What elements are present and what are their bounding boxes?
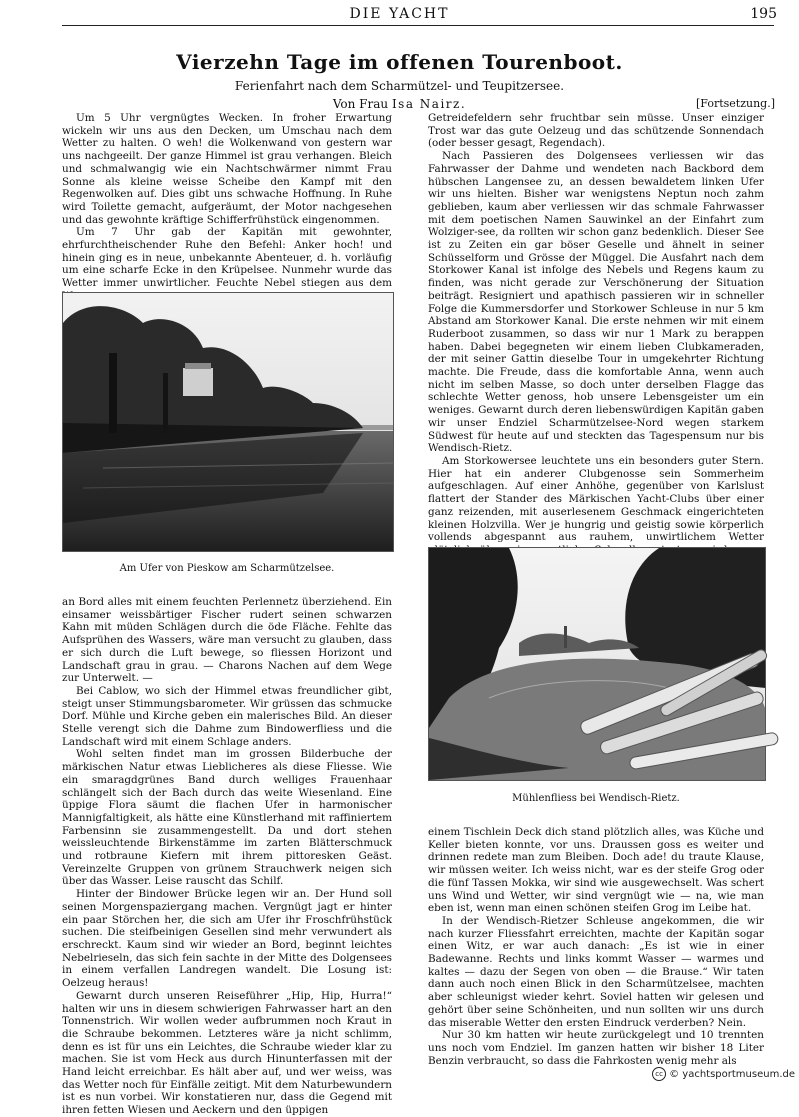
paragraph: Hinter der Bindower Brücke legen wir an. Der Hund soll seinen Morgenspaziergang machen. Vergnügt jagt er hinter ein paar Störchen her, die sich am Ufer ihr Froschfrühstück suchen. Die steifbeinigen Gesellen sind mehr verwundert als erschreckt. Kaum sind wir wieder an Bord, beginnt leichtes Nebelrieseln, das sich fein sachte in der Mitte des Dolgensees in einem verfallen Landregen wandelt. Die Losung ist: Oelzeug heraus! [62, 888, 392, 990]
header-rule [62, 25, 774, 26]
photo-muehlenfliess-image [429, 548, 765, 780]
left-figure-caption: Am Ufer von Pieskow am Scharmützelsee. [119, 563, 335, 574]
paragraph: Am Storkowersee leuchtete uns ein besonders guter Stern. Hier hat ein anderer Clubgenosse sein Sommerheim aufgeschlagen. Auf einer Anhöhe, gegenüber von Karlslust flattert der Stander des Märkischen Yacht-Clubs über einer ganz reizenden, mit auserlesenem Geschmack eingerichteten kleinen Holzvilla. Wer je hungrig und geistig sowie körperlich vollends abgespannt aus rauhem, unwirtlichem Wetter [428, 454, 764, 544]
left-column-top [62, 112, 392, 290]
paragraph: Nach Passieren des Dolgensees verliessen wir das Fahrwasser der Dahme und wendeten nach Backbord dem hübschen Langensee zu, an dessen bewaldetem linken Ufer wir uns hielten. Bisher war wenigstens Neptun noch zahm geblieben, kaum aber verliessen wir das schmale Fahrwasser mit dem poetischen Namen Sauwinkel an der Einfahrt zum Wolziger-see, da rollten wir schon ganz bedenklich. Dieser See ist zu Zeiten ein gar böser Geselle und ähnelt in seiner Schüsselform und Grösse der Müggel. Die Ausfahrt nach dem Storkower Kanal ist infolge des Nebels und Regens kaum zu finden, was nicht gerade zur Verschönerung der Situation beiträgt. Resigniert und apathisch passieren wir in schneller Folge die Kummersdorfer und Storkower Schleuse in nur 5 km Abstand am Storkower Kanal. Die erste nehmen wir mit einem Ruderboot zusammen, so dass wir nur 1 Mark zu berappen haben. Dabei begegneten wir einem lieben Clubkameraden, der mit seiner Gattin dieselbe Tour in umgekehrter Richtung machte. Die Freude, dass die komfortable Anna, wenn auch nicht im selben Masse, so doch unter derselben Flagge das schlechte Wetter genoss, hob unsere Lebensgeister um ein weniges. Gewarnt durch deren liebenswürdigen Kapitän gaben wir unser Endziel Scharmützelsee-Nord wegen starkem Südwest für heute auf und steckten das Tagespensum nur bis Wendisch-Rietz. [428, 150, 764, 455]
running-header-journal: DIE YACHT [349, 6, 450, 22]
paragraph: In der Wendisch-Rietzer Schleuse angekommen, die wir nach kurzer Fliessfahrt erreichten, machte der Kapitän sogar einen Witz, er war auch danach: „Es ist wie in einer Badewanne. Rechts und links kommt Wasser — warmes und kaltes — dazu der Segen von oben — die Brause.“ Wir taten dann auch noch einen Blick in den Scharmützelsee, machten aber schleunigst wieder kehrt. Soviel hatten wir gelesen und gehört über seine Schönheiten, und nun sollten wir uns durch das miserable Wetter den ersten Eindruck verderben? Nein. [428, 914, 764, 1029]
article-title: Vierzehn Tage im offenen Tourenboot. [176, 50, 623, 74]
continuation-note: [Fortsetzung.] [696, 97, 775, 110]
watermark-text: © yachtsportmuseum.de [669, 1068, 795, 1080]
right-column-bottom [428, 826, 764, 1072]
paragraph: Getreidefeldern sehr fruchtbar sein müsse. Unser einziger Trost war das gute Oelzeug und das schützende Sonnendach (oder besser gesagt, Regendach). [428, 112, 764, 150]
paragraph: Gewarnt durch unseren Reiseführer „Hip, Hip, Hurra!“ halten wir uns in diesem schwierigen Fahrwasser hart an den Tonnenstrich. Wir wollen weder aufbrummen noch Kraut in die Schraube bekommen. Letzteres wäre ja nicht schlimm, denn es ist für uns ein Leichtes, die Schraube wieder klar zu machen. Sie ist vom Heck aus durch Hinunterfassen mit der Hand leicht erreichbar. Es hält aber auf, und wer weiss, was das Wetter noch für Einfälle zeitigt. Mit dem Naturbewundern ist es nun vorbei. Wir konstatieren nur, dass die Gegend mit ihren fetten Wiesen und Aeckern und den üppigen [62, 989, 392, 1117]
photo-muehlenfliess [428, 547, 766, 781]
photo-pieskow-image [63, 293, 393, 551]
copyright-icon: cc [652, 1067, 666, 1081]
paragraph: einem Tischlein Deck dich stand plötzlich alles, was Küche und Keller bieten konnte, vor uns. Draussen goss es weiter und drinnen redete man zum Bleiben. Doch ade! du traute Klause, wir müssen weiter. Ich weiss nicht, war es der steife Grog oder die fünf Tassen Mokka, wir sind wie ausgewechselt. Was schert uns Wind und Wetter, wir sind vergnügt wie — na, wie man eben ist, wenn man einen schönen steifen Grog im Leibe hat. [428, 826, 764, 915]
photo-pieskow-shore [62, 292, 394, 552]
article-byline [0, 97, 799, 111]
byline-prefix: Von Frau [332, 97, 389, 111]
author-name: Isa Nairz. [391, 97, 467, 111]
page-number: 195 [750, 6, 777, 22]
right-column-top [428, 112, 764, 544]
paragraph: an Bord alles mit einem feuchten Perlennetz überziehend. Ein einsamer weissbärtiger Fischer rudert seinen schwarzen Kahn mit müden Schlägen durch die öde Fläche. Fehlte das Aufsprühen des Wassers, wäre man versucht zu glauben, dass er sich durch die Luft bewege, so fliessen Horizont und Landschaft grau in grau. — Charons Nachen auf dem Wege zur Unterwelt. — [62, 596, 392, 685]
watermark [652, 1067, 795, 1081]
paragraph: Nur 30 km hatten wir heute zurückgelegt und 10 trennten uns noch vom Endziel. Im ganzen hatten wir bisher 18 Liter Benzin verbraucht, so dass die Fahrkosten wenig mehr als [428, 1029, 764, 1067]
article-subtitle: Ferienfahrt nach dem Scharmützel- und Teupitzersee. [234, 79, 565, 93]
paragraph: Wohl selten findet man im grossen Bilderbuche der märkischen Natur etwas Lieblicheres als diese Fliesse. Wie ein smaragdgrünes Band durch welliges Frauenhaar schlängelt sich der Bach durch das weite Wiesenland. Eine üppige Flora säumt die flachen Ufer in harmonischer Mannigfaltigkeit, als hätte eine Künstlerhand mit raffiniertem Farbensinn sie zusammengestellt. Da und dort stehen weissleuchtende Birkenstämme im zarten Blätterschmuck und rotbraune Kiefern mit ihrem pittoresken Geäst. Vereinzelte Gruppen von grünem Strauchwerk neigen sich über das Wasser. Leise rauscht das Schilf. [62, 748, 392, 888]
left-column-bottom [62, 596, 392, 1117]
paragraph: Um 5 Uhr vergnügtes Wecken. In froher Erwartung wickeln wir uns aus den Decken, um Umschau nach dem Wetter zu halten. O weh! die Wolkenwand von gestern war uns nachgeeilt. Der ganze Himmel ist grau verhangen. Bleich und schmalwangig wie ein Nachtschwärmer nimmt Frau Sonne als kleine weisse Scheibe den Kampf mit den Regenwolken auf. Dies gibt uns schwache Hoffnung. In Ruhe wird Toilette gemacht, aufgeräumt, der Motor nachgesehen und das gewohnte kräftige Schifferfrühstück eingenommen. [62, 112, 392, 226]
paragraph: Bei Cablow, wo sich der Himmel etwas freundlicher gibt, steigt unser Stimmungsbarometer. Wir grüssen das schmucke Dorf. Mühle und Kirche geben ein malerisches Bild. An dieser Stelle verengt sich die Dahme zum Bindowerfliess und die Landschaft wird mit einem Schlage anders. [62, 684, 392, 748]
right-figure-caption: Mühlenfliess bei Wendisch-Rietz. [512, 793, 680, 804]
paragraph: Um 7 Uhr gab der Kapitän mit gewohnter, ehrfurchtheischender Ruhe den Befehl: Anker hoch! und hinein ging es in neue, unbekannte Abenteuer, d. h. vorläufig um eine scharfe Ecke in den Krüpelsee. Nunmehr wurde das Wetter immer unwirtlicher. Feuchte Nebel stiegen aus dem [62, 226, 392, 290]
